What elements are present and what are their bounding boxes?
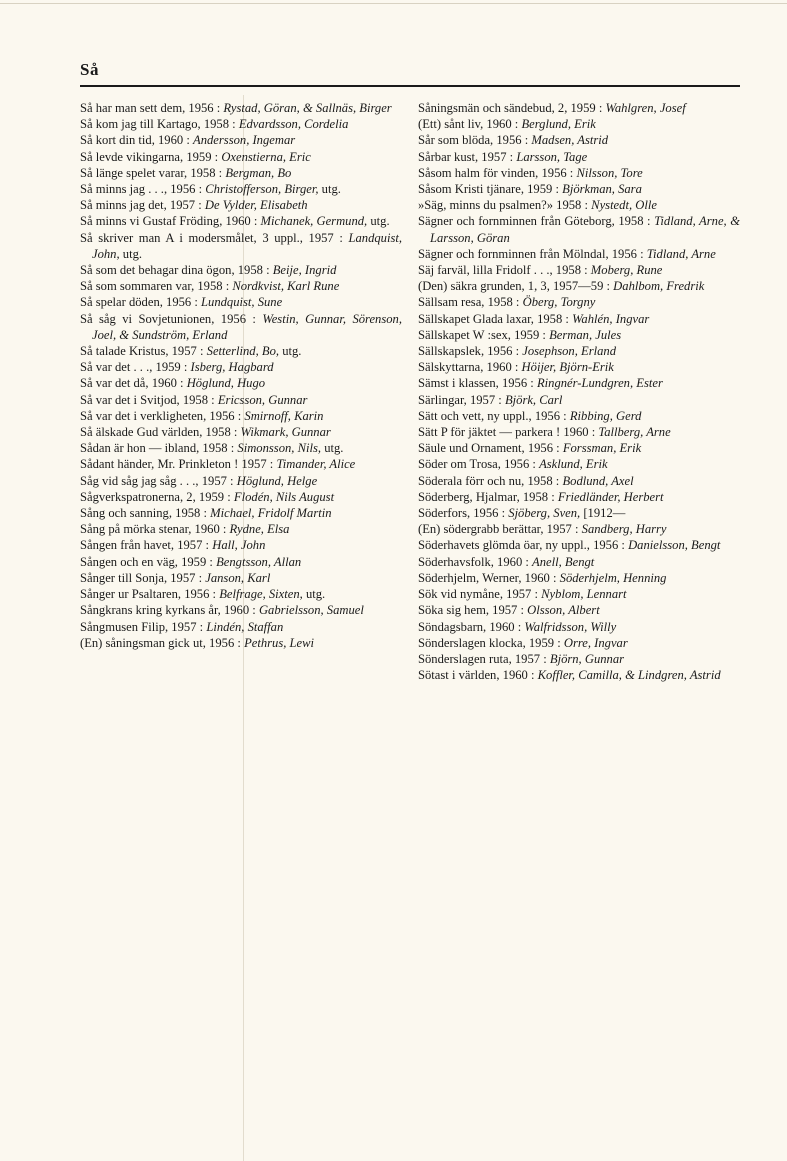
index-entry bbox=[80, 489, 402, 505]
index-entry bbox=[418, 343, 740, 359]
entry-author: Timander, Alice bbox=[276, 457, 356, 472]
entry-author: Josephson, Erland bbox=[522, 344, 617, 359]
entry-author: Björn, Gunnar bbox=[549, 651, 625, 666]
entry-author: Danielsson, Bengt bbox=[628, 538, 721, 553]
entry-title: Säule und Ornament, 1956 : bbox=[418, 441, 560, 456]
index-entry bbox=[418, 586, 740, 602]
index-entry bbox=[418, 375, 740, 391]
entry-title: Så kom jag till Kartago, 1958 : bbox=[80, 117, 236, 132]
entry-title: Såningsmän och sändebud, 2, 1959 : bbox=[418, 101, 603, 115]
entry-title: Sådan är hon — ibland, 1958 : bbox=[80, 441, 235, 456]
index-entry bbox=[418, 294, 740, 310]
entry-title: Så skriver man A i modersmålet, 3 uppl., 1957 : bbox=[80, 230, 343, 245]
entry-author: Friedländer, Herbert bbox=[557, 489, 664, 504]
entry-title: Söderhavsfolk, 1960 : bbox=[418, 554, 529, 569]
index-entry bbox=[80, 132, 402, 148]
entry-author: Tallberg, Arne bbox=[598, 425, 671, 440]
index-entry bbox=[418, 262, 740, 278]
entry-title: (Den) säkra grunden, 1, 3, 1957—59 : bbox=[418, 279, 611, 294]
entry-title: Sånger till Sonja, 1957 : bbox=[80, 570, 203, 585]
index-entry bbox=[418, 505, 740, 521]
entry-title: Så som det behagar dina ögon, 1958 : bbox=[80, 263, 270, 278]
entry-title: Så var det i Svitjod, 1958 : bbox=[80, 392, 215, 407]
right-column bbox=[418, 100, 740, 683]
index-entry bbox=[418, 149, 740, 165]
entry-author: Simonsson, Nils, bbox=[237, 441, 322, 456]
entry-author: Isberg, Hagbard bbox=[190, 360, 274, 375]
entry-author: Lindén, Staffan bbox=[206, 619, 284, 634]
entry-title: Söderala förr och nu, 1958 : bbox=[418, 473, 560, 488]
entry-author: Björk, Carl bbox=[504, 392, 563, 407]
entry-author: Walfridsson, Willy bbox=[524, 619, 617, 634]
entry-author: Björkman, Sara bbox=[562, 182, 642, 197]
entry-title: Så var det då, 1960 : bbox=[80, 376, 184, 391]
entry-title: Så har man sett dem, 1956 : bbox=[80, 101, 221, 115]
entry-suffix: utg. bbox=[324, 441, 344, 456]
index-entry bbox=[80, 505, 402, 521]
index-entry bbox=[80, 197, 402, 213]
index-entry bbox=[80, 602, 402, 618]
entry-author: Tidland, Arne, & Larsson, Göran bbox=[430, 214, 741, 245]
entry-title: Sötast i världen, 1960 : bbox=[418, 668, 535, 683]
entry-title: Såg vid såg jag såg . . ., 1957 : bbox=[80, 473, 234, 488]
entry-author: Ribbing, Gerd bbox=[569, 408, 642, 423]
entry-title: Sågverkspatronerna, 2, 1959 : bbox=[80, 489, 231, 504]
entry-title: Söderfors, 1956 : bbox=[418, 506, 506, 521]
index-entry bbox=[418, 667, 740, 683]
index-entry bbox=[80, 408, 402, 424]
entry-author: Höglund, Hugo bbox=[186, 376, 266, 391]
entry-title: Sången och en väg, 1959 : bbox=[80, 554, 213, 569]
index-entry bbox=[80, 586, 402, 602]
entry-title: Söder om Trosa, 1956 : bbox=[418, 457, 536, 472]
index-entry bbox=[80, 230, 402, 262]
entry-author: Orre, Ingvar bbox=[563, 635, 628, 650]
index-entry bbox=[80, 456, 402, 472]
entry-title: Så som sommaren var, 1958 : bbox=[80, 279, 230, 294]
index-entry bbox=[418, 246, 740, 262]
index-entry bbox=[418, 619, 740, 635]
entry-suffix: utg. bbox=[305, 587, 326, 602]
entry-author: Dahlbom, Fredrik bbox=[613, 279, 705, 294]
entry-author: Janson, Karl bbox=[205, 570, 271, 585]
entry-title: Söderberg, Hjalmar, 1958 : bbox=[418, 489, 555, 504]
entry-title: Sätt och vett, ny uppl., 1956 : bbox=[418, 408, 567, 423]
index-entry bbox=[80, 440, 402, 456]
entry-title: Såsom halm för vinden, 1956 : bbox=[418, 165, 574, 180]
entry-author: Höijer, Björn-Erik bbox=[521, 360, 614, 375]
entry-title: (En) såningsman gick ut, 1956 : bbox=[80, 635, 241, 650]
top-edge-line bbox=[0, 3, 787, 4]
entry-author: Setterlind, Bo, bbox=[206, 344, 280, 359]
index-entry bbox=[80, 554, 402, 570]
index-entry bbox=[418, 181, 740, 197]
entry-author: Höglund, Helge bbox=[236, 473, 318, 488]
index-entry bbox=[80, 165, 402, 181]
entry-author: Nordkvist, Karl Rune bbox=[232, 279, 340, 294]
index-entry bbox=[80, 619, 402, 635]
entry-suffix: utg. bbox=[321, 182, 341, 197]
entry-author: Rydne, Elsa bbox=[229, 522, 290, 537]
entry-author: Andersson, Ingemar bbox=[193, 133, 296, 148]
entry-title: Sånger ur Psaltaren, 1956 : bbox=[80, 587, 217, 602]
entry-title: Särlingar, 1957 : bbox=[418, 392, 502, 407]
entry-author: Forssman, Erik bbox=[562, 441, 642, 456]
entry-title: Så såg vi Sovjetunionen, 1956 : bbox=[80, 311, 256, 326]
entry-author: Michael, Fridolf Martin bbox=[210, 506, 332, 521]
index-entry bbox=[418, 408, 740, 424]
index-entry bbox=[418, 213, 740, 245]
index-entry bbox=[418, 489, 740, 505]
entry-author: Smirnoff, Karin bbox=[244, 408, 324, 423]
entry-title: Sägner och fornminnen från Göteborg, 1958 : bbox=[418, 214, 651, 229]
entry-author: Wikmark, Gunnar bbox=[240, 425, 331, 440]
entry-author: Asklund, Erik bbox=[539, 457, 608, 472]
entry-author: Wahlgren, Josef bbox=[605, 101, 686, 115]
entry-title: Så var det i verkligheten, 1956 : bbox=[80, 408, 242, 423]
entry-author: Pethrus, Lewi bbox=[244, 635, 315, 650]
entry-title: Så minns vi Gustaf Fröding, 1960 : bbox=[80, 214, 258, 229]
index-entry bbox=[418, 359, 740, 375]
entry-suffix: utg. bbox=[370, 214, 390, 229]
index-entry bbox=[418, 100, 740, 116]
entry-author: Edvardsson, Cordelia bbox=[238, 117, 349, 132]
index-entry bbox=[418, 440, 740, 456]
entry-title: Sök vid nymåne, 1957 : bbox=[418, 587, 538, 602]
entry-author: Lundquist, Sune bbox=[201, 295, 283, 310]
index-entry bbox=[418, 424, 740, 440]
index-entry bbox=[80, 473, 402, 489]
index-entry bbox=[80, 635, 402, 651]
index-entry bbox=[80, 100, 402, 116]
entry-title: Söderhavets glömda öar, ny uppl., 1956 : bbox=[418, 538, 625, 553]
entry-author: Rystad, Göran, & Sallnäs, Birger bbox=[223, 101, 392, 115]
entry-title: »Säg, minns du psalmen?» 1958 : bbox=[418, 198, 589, 213]
entry-title: Sångmusen Filip, 1957 : bbox=[80, 619, 204, 634]
entry-author: Michanek, Germund, bbox=[260, 214, 368, 229]
index-entry bbox=[418, 537, 740, 553]
entry-title: Sällskapet W :sex, 1959 : bbox=[418, 327, 546, 342]
index-entry bbox=[80, 181, 402, 197]
entry-title: Så talade Kristus, 1957 : bbox=[80, 344, 204, 359]
entry-author: Nilsson, Tore bbox=[576, 165, 643, 180]
entry-author: Nystedt, Olle bbox=[591, 198, 657, 213]
entry-title: (Ett) sånt liv, 1960 : bbox=[418, 117, 519, 132]
index-entry bbox=[80, 262, 402, 278]
entry-author: Landquist, John, bbox=[92, 230, 403, 261]
entry-author: Flodén, Nils August bbox=[233, 489, 335, 504]
entry-author: Ericsson, Gunnar bbox=[217, 392, 308, 407]
entry-title: Så var det . . ., 1959 : bbox=[80, 360, 188, 375]
index-entry bbox=[418, 197, 740, 213]
entry-author: Christofferson, Birger, bbox=[205, 182, 319, 197]
entry-author: Sjöberg, Sven, bbox=[508, 506, 581, 521]
entry-author: Tidland, Arne bbox=[646, 246, 716, 261]
index-entry bbox=[418, 116, 740, 132]
entry-author: Bengtsson, Allan bbox=[216, 554, 302, 569]
entry-author: Nyblom, Lennart bbox=[541, 587, 627, 602]
entry-title: Sårbar kust, 1957 : bbox=[418, 149, 514, 164]
index-entry bbox=[80, 521, 402, 537]
entry-suffix: utg. bbox=[122, 246, 143, 261]
entry-title: Sätt P för jäktet — parkera ! 1960 : bbox=[418, 425, 596, 440]
entry-author: Larsson, Tage bbox=[516, 149, 588, 164]
index-entry bbox=[418, 392, 740, 408]
index-entry bbox=[418, 165, 740, 181]
entry-title: Sälskyttarna, 1960 : bbox=[418, 360, 519, 375]
entry-author: Söderhjelm, Henning bbox=[559, 570, 667, 585]
entry-author: Sandberg, Harry bbox=[581, 522, 667, 537]
entry-author: Beije, Ingrid bbox=[272, 263, 337, 278]
index-entry bbox=[80, 375, 402, 391]
index-entry bbox=[418, 456, 740, 472]
index-entry bbox=[418, 570, 740, 586]
entry-title: Sångkrans kring kyrkans år, 1960 : bbox=[80, 603, 256, 618]
entry-title: Så älskade Gud världen, 1958 : bbox=[80, 425, 238, 440]
entry-author: Berglund, Erik bbox=[521, 117, 596, 132]
entry-author: Anell, Bengt bbox=[532, 554, 595, 569]
entry-author: Westin, Gunnar, Sörenson, Joel, & Sundström, Erland bbox=[92, 311, 402, 342]
entry-author: Bodlund, Axel bbox=[562, 473, 634, 488]
entry-title: (En) södergrabb berättar, 1957 : bbox=[418, 522, 579, 537]
entry-title: Sår som blöda, 1956 : bbox=[418, 133, 529, 148]
index-entry bbox=[418, 635, 740, 651]
entry-title: Så minns jag det, 1957 : bbox=[80, 198, 202, 213]
index-entry bbox=[80, 294, 402, 310]
header-rule bbox=[80, 85, 740, 87]
index-entry bbox=[80, 392, 402, 408]
index-entry bbox=[418, 521, 740, 537]
entry-title: Såsom Kristi tjänare, 1959 : bbox=[418, 182, 559, 197]
entry-title: Sönderslagen klocka, 1959 : bbox=[418, 635, 561, 650]
entry-author: Ringnér-Lundgren, Ester bbox=[536, 376, 663, 391]
index-entry bbox=[418, 278, 740, 294]
entry-title: Sång på mörka stenar, 1960 : bbox=[80, 522, 227, 537]
entry-title: Säj farväl, lilla Fridolf . . ., 1958 : bbox=[418, 263, 588, 278]
index-entry bbox=[418, 651, 740, 667]
entry-title: Söka sig hem, 1957 : bbox=[418, 603, 524, 618]
entry-author: Berman, Jules bbox=[549, 327, 622, 342]
entry-title: Så länge spelet varar, 1958 : bbox=[80, 165, 223, 180]
entry-title: Sällskapslek, 1956 : bbox=[418, 344, 520, 359]
entry-author: Koffler, Camilla, & Lindgren, Astrid bbox=[537, 668, 721, 683]
left-column bbox=[80, 100, 402, 651]
entry-author: Wahlén, Ingvar bbox=[572, 311, 650, 326]
entry-title: Så minns jag . . ., 1956 : bbox=[80, 182, 203, 197]
entry-title: Söndagsbarn, 1960 : bbox=[418, 619, 522, 634]
index-entry bbox=[80, 213, 402, 229]
page-header: Så bbox=[80, 60, 99, 79]
entry-title: Sång och sanning, 1958 : bbox=[80, 506, 207, 521]
index-entry bbox=[80, 149, 402, 165]
entry-author: Olsson, Albert bbox=[527, 603, 600, 618]
entry-author: Moberg, Rune bbox=[590, 263, 663, 278]
index-entry bbox=[80, 343, 402, 359]
entry-author: Madsen, Astrid bbox=[531, 133, 609, 148]
index-entry bbox=[418, 554, 740, 570]
entry-title: Sämst i klassen, 1956 : bbox=[418, 376, 534, 391]
entry-author: Öberg, Torgny bbox=[522, 295, 596, 310]
entry-title: Sönderslagen ruta, 1957 : bbox=[418, 651, 547, 666]
index-entry bbox=[80, 116, 402, 132]
entry-author: Hall, John bbox=[212, 538, 266, 553]
entry-title: Söderhjelm, Werner, 1960 : bbox=[418, 570, 557, 585]
entry-title: Sällskapet Glada laxar, 1958 : bbox=[418, 311, 569, 326]
index-entry bbox=[80, 570, 402, 586]
index-entry bbox=[418, 473, 740, 489]
entry-title: Sången från havet, 1957 : bbox=[80, 538, 210, 553]
entry-author: Gabrielsson, Samuel bbox=[258, 603, 364, 618]
entry-author: Belfrage, Sixten, bbox=[219, 587, 303, 602]
index-entry bbox=[80, 359, 402, 375]
entry-title: Sägner och fornminnen från Mölndal, 1956 : bbox=[418, 246, 644, 261]
entry-suffix: utg. bbox=[282, 344, 302, 359]
entry-title: Sällsam resa, 1958 : bbox=[418, 295, 520, 310]
entry-title: Så kort din tid, 1960 : bbox=[80, 133, 190, 148]
index-entry bbox=[80, 537, 402, 553]
entry-suffix: [1912— bbox=[583, 506, 626, 521]
entry-author: De Vylder, Elisabeth bbox=[204, 198, 308, 213]
entry-author: Bergman, Bo bbox=[225, 165, 292, 180]
entry-title: Så spelar döden, 1956 : bbox=[80, 295, 198, 310]
entry-author: Oxenstierna, Eric bbox=[221, 149, 311, 164]
index-entry bbox=[418, 327, 740, 343]
index-entry bbox=[418, 132, 740, 148]
index-entry bbox=[80, 424, 402, 440]
entry-title: Så levde vikingarna, 1959 : bbox=[80, 149, 219, 164]
index-entry bbox=[80, 311, 402, 343]
index-entry bbox=[418, 602, 740, 618]
entry-title: Sådant händer, Mr. Prinkleton ! 1957 : bbox=[80, 457, 274, 472]
index-entry bbox=[418, 311, 740, 327]
index-entry bbox=[80, 278, 402, 294]
